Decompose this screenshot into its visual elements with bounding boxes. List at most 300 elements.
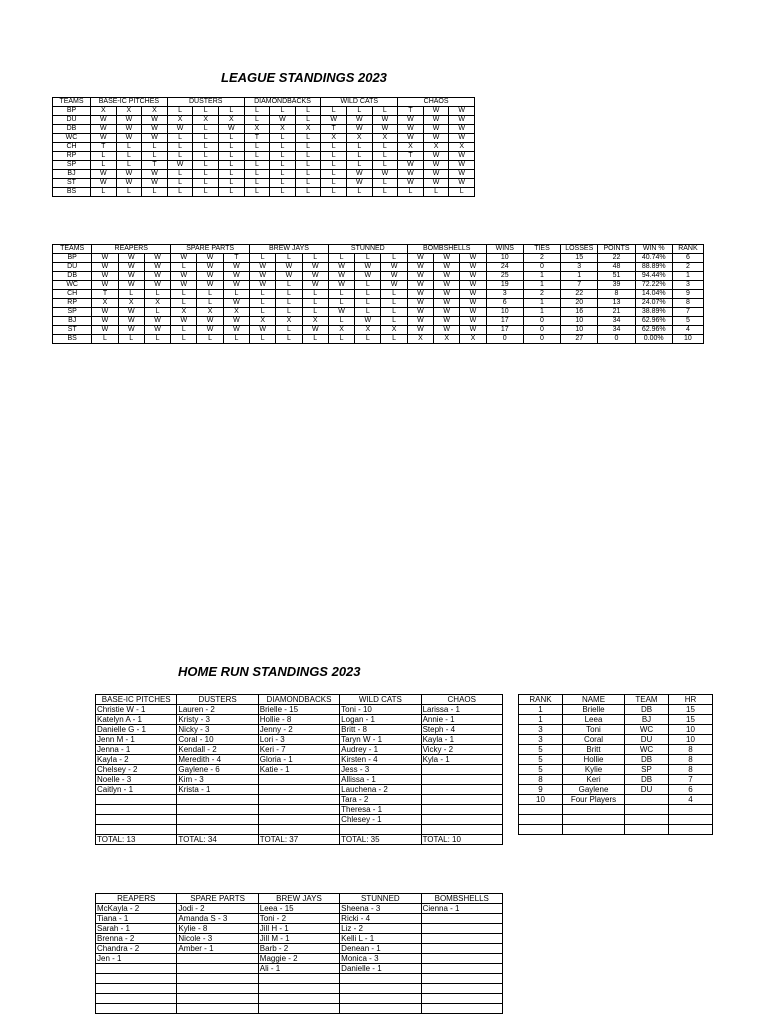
player-cell: [421, 924, 502, 934]
table-cell: X: [460, 335, 486, 344]
team-header: SPARE PARTS: [177, 894, 258, 904]
table-cell: L: [302, 290, 328, 299]
total-cell: TOTAL: 10: [421, 835, 502, 845]
player-cell: Leea - 15: [258, 904, 339, 914]
player-cell: Chelsey - 2: [96, 765, 177, 775]
table-cell: W: [346, 125, 372, 134]
table-cell: L: [219, 179, 245, 188]
table-row: [53, 143, 475, 152]
column-header: TEAM: [625, 695, 669, 705]
player-cell: Nicky - 3: [177, 725, 258, 735]
table-cell: 0: [523, 263, 560, 272]
table-cell: W: [116, 170, 142, 179]
table-cell: X: [346, 134, 372, 143]
column-header: NAME: [563, 695, 625, 705]
table-cell: W: [449, 161, 475, 170]
table-cell: L: [144, 290, 170, 299]
column-header: TEAMS: [53, 98, 91, 107]
table-cell: X: [434, 335, 460, 344]
table-cell: W: [407, 317, 433, 326]
table-cell: L: [355, 335, 381, 344]
table-row: [519, 815, 713, 825]
table-cell: L: [142, 152, 168, 161]
table-cell: W: [116, 116, 142, 125]
table-cell: 39: [598, 281, 635, 290]
table-cell: L: [116, 152, 142, 161]
table-cell: W: [381, 281, 407, 290]
player-cell: Lauren - 2: [177, 705, 258, 715]
table-cell: 1: [523, 308, 560, 317]
table-cell: T: [398, 152, 424, 161]
table-cell: 3: [519, 725, 563, 735]
table-cell: W: [118, 272, 144, 281]
table-cell: L: [302, 335, 328, 344]
table-cell: 10: [486, 308, 523, 317]
table-cell: L: [244, 152, 270, 161]
table-cell: W: [449, 125, 475, 134]
table-cell: DB: [625, 775, 669, 785]
table-cell: 3: [561, 263, 598, 272]
player-cell: Jill H - 1: [258, 924, 339, 934]
table-cell: L: [92, 335, 118, 344]
table-cell: L: [321, 188, 347, 197]
player-cell: Cienna - 1: [421, 904, 502, 914]
table-cell: L: [171, 299, 197, 308]
table-cell: W: [372, 125, 398, 134]
table-cell: W: [223, 263, 249, 272]
player-cell: Logan - 1: [340, 715, 421, 725]
table-cell: W: [423, 107, 449, 116]
table-cell: W: [381, 272, 407, 281]
table-cell: L: [321, 179, 347, 188]
player-cell: Jodi - 2: [177, 904, 258, 914]
table-cell: WC: [53, 134, 91, 143]
player-cell: Barb - 2: [258, 944, 339, 954]
table-cell: 5: [672, 317, 703, 326]
table-cell: X: [276, 317, 302, 326]
table-cell: Leea: [563, 715, 625, 725]
player-cell: Maggie - 2: [258, 954, 339, 964]
table-cell: [625, 805, 669, 815]
team-header: REAPERS: [96, 894, 177, 904]
table-cell: 40.74%: [635, 254, 672, 263]
player-cell: Allissa - 1: [340, 775, 421, 785]
table-row: [519, 785, 713, 795]
table-cell: L: [372, 188, 398, 197]
table-cell: T: [142, 161, 168, 170]
table-cell: 19: [486, 281, 523, 290]
table-cell: 34: [598, 326, 635, 335]
table-cell: W: [144, 326, 170, 335]
player-cell: [177, 805, 258, 815]
table-cell: RP: [53, 152, 91, 161]
table-cell: L: [116, 161, 142, 170]
table-cell: L: [270, 188, 296, 197]
table-cell: X: [250, 317, 276, 326]
table-cell: W: [328, 272, 354, 281]
table-cell: L: [144, 335, 170, 344]
table-cell: 10: [561, 317, 598, 326]
table-cell: L: [381, 308, 407, 317]
player-cell: Larissa - 1: [421, 705, 502, 715]
table-cell: BP: [53, 107, 91, 116]
table-cell: L: [295, 134, 321, 143]
player-cell: [340, 994, 421, 1004]
table-cell: W: [423, 125, 449, 134]
table-row: [519, 735, 713, 745]
column-header: REAPERS: [92, 245, 171, 254]
table-cell: Britt: [563, 745, 625, 755]
table-cell: W: [92, 326, 118, 335]
table-cell: X: [423, 143, 449, 152]
league-standings-table-1: [52, 97, 475, 197]
table-cell: 1: [561, 272, 598, 281]
table-cell: 7: [672, 308, 703, 317]
table-cell: L: [116, 188, 142, 197]
table-cell: L: [270, 161, 296, 170]
table-cell: 10: [519, 795, 563, 805]
player-cell: Kyla - 1: [421, 755, 502, 765]
table-cell: L: [118, 290, 144, 299]
player-cell: Tara - 2: [340, 795, 421, 805]
table-row: [519, 745, 713, 755]
player-cell: Brenna - 2: [96, 934, 177, 944]
table-cell: W: [407, 326, 433, 335]
table-cell: X: [167, 116, 193, 125]
column-header: DIAMONDBACKS: [244, 98, 321, 107]
table-cell: ST: [53, 179, 91, 188]
table-cell: 7: [669, 775, 713, 785]
table-cell: L: [328, 254, 354, 263]
table-cell: X: [381, 326, 407, 335]
table-cell: 1: [519, 715, 563, 725]
table-row: [96, 825, 503, 835]
table-cell: W: [118, 254, 144, 263]
table-cell: W: [144, 281, 170, 290]
table-row: [519, 725, 713, 735]
table-cell: L: [328, 290, 354, 299]
table-cell: L: [197, 335, 223, 344]
table-cell: W: [118, 281, 144, 290]
player-cell: Ricki - 4: [340, 914, 421, 924]
table-cell: W: [144, 272, 170, 281]
table-cell: T: [244, 134, 270, 143]
table-cell: 5: [519, 755, 563, 765]
player-cell: [421, 984, 502, 994]
table-cell: 62.96%: [635, 317, 672, 326]
player-cell: Jenn M - 1: [96, 735, 177, 745]
player-cell: [421, 825, 502, 835]
table-cell: L: [381, 299, 407, 308]
table-cell: L: [197, 299, 223, 308]
table-cell: L: [276, 299, 302, 308]
table-cell: L: [171, 290, 197, 299]
table-cell: L: [167, 152, 193, 161]
table-cell: W: [460, 299, 486, 308]
table-cell: W: [449, 170, 475, 179]
column-header: CHAOS: [398, 98, 475, 107]
table-row: [53, 263, 704, 272]
table-cell: T: [223, 254, 249, 263]
table-cell: W: [434, 290, 460, 299]
table-cell: L: [321, 170, 347, 179]
table-cell: W: [302, 272, 328, 281]
table-cell: W: [250, 263, 276, 272]
table-row: [53, 254, 704, 263]
table-cell: W: [460, 254, 486, 263]
table-row: [96, 954, 503, 964]
table-cell: Brielle: [563, 705, 625, 715]
table-cell: T: [91, 143, 117, 152]
table-cell: 5: [519, 765, 563, 775]
team-header: BASE-IC PITCHES: [96, 695, 177, 705]
table-row: [96, 914, 503, 924]
table-cell: W: [460, 290, 486, 299]
table-cell: 4: [672, 326, 703, 335]
player-cell: [421, 914, 502, 924]
table-cell: W: [407, 263, 433, 272]
player-cell: [258, 775, 339, 785]
table-cell: 20: [561, 299, 598, 308]
player-cell: Liz - 2: [340, 924, 421, 934]
player-cell: [96, 984, 177, 994]
column-header: WINS: [486, 245, 523, 254]
table-cell: W: [116, 134, 142, 143]
table-row: [96, 815, 503, 825]
player-cell: Amber - 1: [177, 944, 258, 954]
table-row: [519, 775, 713, 785]
table-cell: 15: [561, 254, 598, 263]
player-cell: Danielle - 1: [340, 964, 421, 974]
player-cell: [96, 825, 177, 835]
table-cell: W: [223, 317, 249, 326]
table-row: [53, 116, 475, 125]
column-header: HR: [669, 695, 713, 705]
player-cell: Brielle - 15: [258, 705, 339, 715]
table-cell: 10: [669, 735, 713, 745]
table-cell: L: [381, 317, 407, 326]
table-cell: L: [295, 188, 321, 197]
table-cell: W: [460, 317, 486, 326]
table-cell: X: [302, 317, 328, 326]
table-row: [96, 775, 503, 785]
table-cell: W: [171, 281, 197, 290]
table-cell: L: [91, 152, 117, 161]
home-run-standings-title: HOME RUN STANDINGS 2023: [178, 664, 361, 679]
table-cell: L: [302, 254, 328, 263]
table-cell: X: [321, 134, 347, 143]
table-cell: 24.07%: [635, 299, 672, 308]
table-row: [53, 290, 704, 299]
player-cell: Christie W - 1: [96, 705, 177, 715]
table-cell: W: [118, 326, 144, 335]
table-cell: [625, 825, 669, 835]
table-cell: W: [197, 272, 223, 281]
table-cell: SP: [53, 161, 91, 170]
player-cell: [258, 795, 339, 805]
table-cell: X: [407, 335, 433, 344]
total-cell: TOTAL: 34: [177, 835, 258, 845]
table-cell: 15: [669, 715, 713, 725]
table-row: [53, 107, 475, 116]
table-cell: 2: [523, 290, 560, 299]
table-cell: [519, 825, 563, 835]
table-cell: W: [118, 317, 144, 326]
player-cell: Noelle - 3: [96, 775, 177, 785]
table-row: [519, 825, 713, 835]
table-cell: T: [92, 290, 118, 299]
player-cell: Gloria - 1: [258, 755, 339, 765]
table-cell: BS: [53, 188, 91, 197]
table-cell: L: [381, 290, 407, 299]
table-cell: Four Players: [563, 795, 625, 805]
player-cell: Kayla - 2: [96, 755, 177, 765]
table-cell: [625, 795, 669, 805]
table-cell: W: [276, 263, 302, 272]
table-cell: W: [223, 281, 249, 290]
table-cell: L: [276, 281, 302, 290]
column-header: RANK: [519, 695, 563, 705]
table-cell: [563, 815, 625, 825]
player-cell: Amanda S - 3: [177, 914, 258, 924]
table-cell: W: [434, 263, 460, 272]
player-cell: [177, 1004, 258, 1014]
table-cell: L: [372, 143, 398, 152]
table-cell: L: [449, 188, 475, 197]
table-cell: L: [372, 179, 398, 188]
table-cell: 8: [598, 290, 635, 299]
table-cell: 8: [672, 299, 703, 308]
player-cell: [96, 964, 177, 974]
table-cell: DU: [625, 735, 669, 745]
table-cell: X: [116, 107, 142, 116]
column-header: TEAMS: [53, 245, 92, 254]
table-cell: L: [398, 188, 424, 197]
table-cell: L: [244, 170, 270, 179]
table-cell: L: [381, 254, 407, 263]
table-row: [96, 924, 503, 934]
table-cell: W: [302, 326, 328, 335]
table-cell: DU: [625, 785, 669, 795]
table-row: [519, 715, 713, 725]
table-cell: W: [91, 134, 117, 143]
table-cell: BP: [53, 254, 92, 263]
player-cell: [421, 964, 502, 974]
table-cell: X: [328, 326, 354, 335]
table-cell: W: [434, 326, 460, 335]
table-cell: W: [92, 308, 118, 317]
column-header: POINTS: [598, 245, 635, 254]
table-cell: L: [372, 152, 398, 161]
table-cell: W: [398, 134, 424, 143]
player-cell: [421, 765, 502, 775]
table-cell: 15: [669, 705, 713, 715]
player-cell: Chlesey - 1: [340, 815, 421, 825]
table-row: [53, 188, 475, 197]
table-cell: L: [171, 335, 197, 344]
table-row: [53, 170, 475, 179]
table-cell: X: [295, 125, 321, 134]
table-cell: 10: [672, 335, 703, 344]
table-row: [96, 934, 503, 944]
table-cell: W: [398, 179, 424, 188]
player-cell: Jenna - 1: [96, 745, 177, 755]
player-cell: Tiana - 1: [96, 914, 177, 924]
table-cell: L: [244, 161, 270, 170]
table-cell: L: [328, 335, 354, 344]
table-cell: W: [423, 134, 449, 143]
table-cell: L: [302, 299, 328, 308]
table-row: [519, 705, 713, 715]
table-cell: L: [167, 179, 193, 188]
table-cell: X: [144, 299, 170, 308]
player-cell: Hollie - 8: [258, 715, 339, 725]
player-cell: Kirsten - 4: [340, 755, 421, 765]
player-cell: Jenny - 2: [258, 725, 339, 735]
table-cell: W: [398, 116, 424, 125]
table-row: [53, 335, 704, 344]
table-cell: L: [270, 179, 296, 188]
table-cell: W: [219, 125, 245, 134]
table-cell: L: [193, 143, 219, 152]
table-cell: X: [223, 308, 249, 317]
player-cell: [421, 815, 502, 825]
table-cell: X: [270, 125, 296, 134]
player-cell: Katelyn A - 1: [96, 715, 177, 725]
table-cell: W: [91, 179, 117, 188]
table-cell: W: [144, 317, 170, 326]
table-cell: L: [295, 107, 321, 116]
table-row: [53, 152, 475, 161]
player-cell: [340, 825, 421, 835]
table-cell: 0.00%: [635, 335, 672, 344]
table-cell: W: [116, 125, 142, 134]
player-cell: [177, 994, 258, 1004]
table-cell: W: [449, 134, 475, 143]
player-cell: [340, 1004, 421, 1014]
table-cell: L: [193, 152, 219, 161]
player-cell: Nicole - 3: [177, 934, 258, 944]
table-cell: W: [92, 263, 118, 272]
table-cell: L: [276, 254, 302, 263]
total-cell: TOTAL: 13: [96, 835, 177, 845]
table-cell: L: [250, 335, 276, 344]
table-row: [96, 805, 503, 815]
table-cell: L: [295, 116, 321, 125]
table-cell: 7: [561, 281, 598, 290]
table-cell: W: [250, 281, 276, 290]
table-cell: X: [355, 326, 381, 335]
table-cell: SP: [625, 765, 669, 775]
table-cell: 6: [669, 785, 713, 795]
table-cell: L: [276, 335, 302, 344]
table-row: [53, 161, 475, 170]
table-row: [96, 715, 503, 725]
table-cell: W: [372, 116, 398, 125]
table-cell: L: [91, 188, 117, 197]
table-cell: L: [193, 179, 219, 188]
player-cell: [421, 1004, 502, 1014]
table-cell: 3: [672, 281, 703, 290]
player-cell: [421, 934, 502, 944]
table-cell: 0: [523, 326, 560, 335]
table-cell: BJ: [53, 170, 91, 179]
table-row: [519, 755, 713, 765]
table-cell: 17: [486, 326, 523, 335]
table-cell: W: [407, 299, 433, 308]
table-cell: W: [142, 179, 168, 188]
table-cell: W: [434, 281, 460, 290]
